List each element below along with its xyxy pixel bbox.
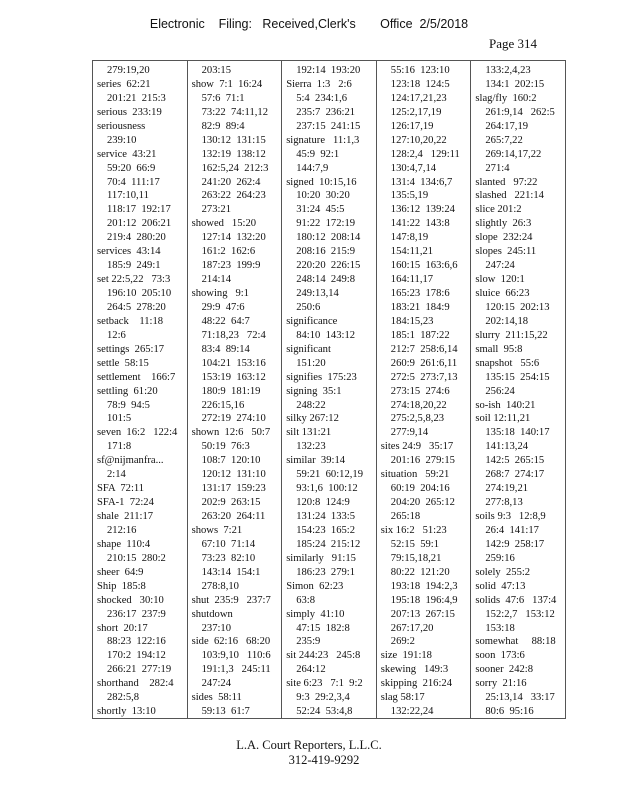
index-page-refs: 248:22 [296, 399, 326, 411]
index-page-refs: 70:4 111:17 [107, 176, 160, 188]
index-page-refs: 80:22 121:20 [390, 566, 450, 578]
index-page-refs: 12:6 [107, 329, 126, 341]
index-page-refs: 82:9 89:4 [201, 120, 245, 132]
index-page-refs: 273:15 274:6 [390, 385, 450, 397]
index-page-refs: 247:24 [201, 678, 232, 690]
index-entry: shown 12:6 50:7 [191, 427, 271, 439]
index-entry: sorry 21:16 [475, 678, 527, 690]
index-page-refs: 131:24 133:5 [296, 511, 356, 522]
index-page-refs: 132:22,24 [390, 706, 434, 718]
index-page-refs: 201:12 206:21 [107, 218, 172, 230]
index-entry: Ship 185:8 [97, 580, 146, 592]
index-page-refs: 59:20 66:9 [107, 162, 156, 174]
index-page-refs: 264:17,19 [485, 120, 529, 132]
page-number: Page 314 [489, 36, 538, 51]
index-column-4 [377, 61, 472, 718]
index-entry: signed 10:15,16 [286, 176, 357, 188]
index-column-5 [471, 61, 565, 718]
index-page-refs: 187:23 199:9 [201, 260, 261, 272]
index-page-refs: 131:17 159:23 [201, 483, 266, 495]
index-page-refs: 127:10,20,22 [390, 134, 447, 146]
index-entry: seriousness [97, 120, 146, 132]
index-page-refs: 52:24 53:4,8 [296, 706, 353, 718]
index-page-refs: 125:2,17,19 [390, 106, 442, 118]
index-page-refs: 154:11,21 [390, 246, 434, 258]
index-page-refs: 162:5,24 212:3 [201, 162, 269, 174]
index-entry: seven 16:2 122:4 [97, 427, 178, 439]
index-page-refs: 171:8 [107, 441, 132, 453]
index-page-refs: 196:10 205:10 [107, 288, 172, 299]
index-page-refs: 256:24 [485, 385, 515, 397]
index-page-refs: 180:9 181:19 [201, 385, 261, 397]
index-page-refs: 266:21 277:19 [107, 664, 172, 676]
index-page-refs: 195:18 196:4,9 [390, 594, 458, 606]
index-entry: shorthand 282:4 [97, 678, 174, 690]
index-entry: soil 12:11,21 [475, 413, 531, 425]
index-page-refs: 235:7 236:21 [296, 106, 356, 118]
index-page-refs: 80:6 95:16 [485, 706, 534, 718]
index-page-refs: 239:10 [107, 134, 137, 146]
index-page-refs: 141:22 143:8 [390, 218, 450, 230]
index-entry: set 22:5,22 73:3 [97, 274, 171, 286]
index-column-2 [188, 61, 283, 718]
index-page-refs: 241:20 262:4 [201, 176, 261, 188]
index-page-refs: 147:8,19 [390, 232, 429, 244]
index-entry: size 191:18 [380, 650, 432, 662]
index-page-refs: 249:13,14 [296, 288, 339, 299]
index-entry: significance [286, 315, 338, 327]
index-page-refs: 126:17,19 [390, 120, 434, 132]
index-page-refs: 71:18,23 72:4 [201, 329, 266, 341]
index-page-refs: 265:18 [390, 511, 421, 522]
index-page-refs: 207:13 267:15 [390, 608, 455, 620]
index-page-refs: 202:14,18 [485, 315, 529, 327]
index-page-refs: 250:6 [296, 301, 321, 313]
index-page-refs: 108:7 120:10 [201, 455, 261, 467]
index-page-refs: 277:8,13 [485, 497, 523, 509]
index-page-refs: 263:20 264:11 [201, 511, 266, 522]
index-page-refs: 201:21 215:3 [107, 92, 166, 104]
index-page-refs: 50:19 76:3 [201, 441, 250, 453]
index-entry: Sierra 1:3 2:6 [286, 78, 352, 90]
index-entry: slope 232:24 [475, 232, 533, 244]
index-page-refs: 79:15,18,21 [390, 552, 442, 564]
index-page-refs: 184:15,23 [390, 315, 434, 327]
index-entry: showed 15:20 [191, 218, 257, 230]
index-entry: sites 24:9 35:17 [380, 441, 454, 453]
word-index-table [92, 60, 566, 719]
index-page-refs: 118:17 192:17 [107, 204, 171, 216]
index-page-refs: 117:10,11 [107, 190, 149, 202]
index-page-refs: 153:19 163:12 [201, 371, 266, 383]
index-page-refs: 120:8 124:9 [296, 497, 350, 509]
index-page-refs: 248:14 249:8 [296, 274, 356, 286]
index-page-refs: 259:16 [485, 552, 515, 564]
index-entry: shows 7:21 [191, 524, 243, 536]
index-page-refs: 91:22 172:19 [296, 218, 356, 230]
index-page-refs: 104:21 153:16 [201, 357, 266, 369]
index-entry: situation 59:21 [380, 469, 450, 481]
index-entry: soon 173:6 [475, 650, 525, 662]
court-reporter-name: L.A. Court Reporters, L.L.C. [236, 738, 382, 752]
index-entry: site 6:23 7:1 9:2 [286, 678, 363, 690]
index-page-refs: 161:2 162:6 [201, 246, 256, 258]
index-entry: silky 267:12 [286, 413, 339, 425]
index-page-refs: 142:5 265:15 [485, 455, 545, 467]
index-page-refs: 192:14 193:20 [296, 65, 361, 76]
index-page-refs: 127:14 132:20 [201, 232, 266, 244]
index-page-refs: 153:18 [485, 622, 515, 634]
index-page-refs: 144:7,9 [296, 162, 329, 174]
index-entry: SFA-1 72:24 [97, 497, 154, 509]
index-page-refs: 274:19,21 [485, 483, 529, 495]
index-entry: services 43:14 [97, 246, 161, 258]
index-entry: shut 235:9 237:7 [191, 594, 271, 606]
index-entry: side 62:16 68:20 [191, 636, 271, 648]
index-entry: slag 58:17 [380, 692, 425, 704]
index-page-refs: 134:1 202:15 [485, 78, 545, 90]
filing-header: Electronic Filing: Received,Clerk's Office 2/5/2018 [149, 17, 469, 31]
index-page-refs: 263:22 264:23 [201, 190, 266, 202]
index-page-refs: 201:16 279:15 [390, 455, 455, 467]
index-entry: skipping 216:24 [380, 678, 452, 690]
index-page-refs: 73:23 82:10 [201, 552, 256, 564]
index-entry: SFA 72:11 [97, 483, 145, 495]
index-page-refs: 133:2,4,23 [485, 65, 531, 76]
index-entry: signifies 175:23 [286, 371, 357, 383]
index-page-refs: 124:17,21,23 [390, 92, 447, 104]
index-entry: sit 244:23 245:8 [286, 650, 361, 662]
index-page-refs: 185:24 215:12 [296, 538, 361, 550]
index-entry: significant [286, 343, 331, 355]
index-page-refs: 29:9 47:6 [201, 301, 245, 313]
index-page-refs: 264:5 278:20 [107, 301, 166, 313]
index-page-refs: 103:9,10 110:6 [201, 650, 271, 662]
index-page-refs: 278:8,10 [201, 580, 239, 592]
index-page-refs: 180:12 208:14 [296, 232, 361, 244]
index-page-refs: 214:14 [201, 274, 232, 286]
index-page-refs: 141:13,24 [485, 441, 529, 453]
index-page-refs: 272:5 273:7,13 [390, 371, 458, 383]
index-page-refs: 247:24 [485, 260, 515, 272]
index-entry: shape 110:4 [97, 538, 151, 550]
index-entry: solid 47:13 [475, 580, 526, 592]
index-entry: shale 211:17 [97, 511, 154, 522]
index-page-refs: 55:16 123:10 [390, 65, 450, 76]
index-page-refs: 59:13 61:7 [201, 706, 250, 718]
index-page-refs: 52:15 59:1 [390, 538, 440, 550]
court-reporter-phone: 312-419-9292 [288, 753, 360, 767]
index-page-refs: 235:9 [296, 636, 321, 648]
index-entry: solids 47:6 137:4 [475, 594, 557, 606]
index-page-refs: 164:11,17 [390, 274, 434, 286]
index-entry: showing 9:1 [191, 288, 249, 299]
index-page-refs: 136:12 139:24 [390, 204, 455, 216]
index-entry: series 62:21 [97, 78, 151, 90]
index-page-refs: 273:21 [201, 204, 232, 216]
index-page-refs: 143:14 154:1 [201, 566, 261, 578]
index-entry: signing 35:1 [286, 385, 342, 397]
index-page-refs: 237:15 241:15 [296, 120, 361, 132]
index-page-refs: 185:1 187:22 [390, 329, 450, 341]
index-page-refs: 212:16 [107, 524, 137, 536]
index-entry: soils 9:3 12:8,9 [475, 511, 546, 522]
index-entry: somewhat 88:18 [475, 636, 556, 648]
index-page-refs: 226:15,16 [201, 399, 245, 411]
index-page-refs: 9:3 29:2,3,4 [296, 692, 350, 704]
index-page-refs: 260:9 261:6,11 [390, 357, 458, 369]
index-entry: sf@nijmanfra... [97, 455, 164, 467]
index-entry: slurry 211:15,22 [475, 329, 548, 341]
index-page-refs: 93:1,6 100:12 [296, 483, 358, 495]
index-page-refs: 261:9,14 262:5 [485, 106, 555, 118]
index-entry: slow 120:1 [475, 274, 525, 286]
index-page-refs: 185:9 249:1 [107, 260, 161, 272]
index-page-refs: 237:10 [201, 622, 232, 634]
index-page-refs: 63:8 [296, 594, 316, 606]
index-page-refs: 186:23 279:1 [296, 566, 356, 578]
index-page-refs: 5:4 234:1,6 [296, 92, 348, 104]
index-entry: so-ish 140:21 [475, 399, 536, 411]
index-page-refs: 60:19 204:16 [390, 483, 450, 495]
index-page-refs: 204:20 265:12 [390, 497, 455, 509]
index-page-refs: 165:23 178:6 [390, 288, 450, 299]
index-entry: settings 265:17 [97, 343, 165, 355]
index-entry: snapshot 55:6 [475, 357, 540, 369]
index-page-refs: 208:16 215:9 [296, 246, 356, 258]
index-page-refs: 275:2,5,8,23 [390, 413, 445, 425]
index-page-refs: 128:2,4 129:11 [390, 148, 460, 160]
index-page-refs: 135:5,19 [390, 190, 429, 202]
index-page-refs: 282:5,8 [107, 692, 140, 704]
index-page-refs: 277:9,14 [390, 427, 429, 439]
index-entry: slanted 97:22 [475, 176, 538, 188]
index-page-refs: 210:15 280:2 [107, 552, 166, 564]
index-page-refs: 10:20 30:20 [296, 190, 350, 202]
index-entry: shortly 13:10 [97, 706, 156, 718]
index-entry: service 43:21 [97, 148, 157, 160]
index-column-3 [282, 61, 377, 718]
index-page-refs: 220:20 226:15 [296, 260, 361, 272]
index-entry: slice 201:2 [475, 204, 522, 216]
index-page-refs: 48:22 64:7 [201, 315, 250, 327]
index-page-refs: 101:5 [107, 413, 132, 425]
index-page-refs: 154:23 165:2 [296, 524, 356, 536]
index-entry: silt 131:21 [286, 427, 332, 439]
index-page-refs: 269:14,17,22 [485, 148, 542, 160]
index-page-refs: 131:4 134:6,7 [390, 176, 453, 188]
index-page-refs: 67:10 71:14 [201, 538, 256, 550]
index-entry: six 16:2 51:23 [380, 524, 447, 536]
index-entry: simply 41:10 [286, 608, 345, 620]
index-page-refs: 274:18,20,22 [390, 399, 447, 411]
index-entry: sooner 242:8 [475, 664, 534, 676]
index-entry: settlement 166:7 [97, 371, 176, 383]
index-entry: signature 11:1,3 [286, 134, 360, 146]
index-entry: slag/fly 160:2 [475, 92, 537, 104]
index-page-refs: 219:4 280:20 [107, 232, 166, 244]
index-page-refs: 268:7 274:17 [485, 469, 545, 481]
index-page-refs: 160:15 163:6,6 [390, 260, 458, 272]
index-page-refs: 132:19 138:12 [201, 148, 266, 160]
index-entry: serious 233:19 [97, 106, 162, 118]
index-page-refs: 279:19,20 [107, 65, 150, 76]
index-page-refs: 193:18 194:2,3 [390, 580, 458, 592]
index-page-refs: 142:9 258:17 [485, 538, 545, 550]
index-page-refs: 152:2,7 153:12 [485, 608, 555, 620]
index-page-refs: 120:12 131:10 [201, 469, 266, 481]
index-entry: show 7:1 16:24 [191, 78, 263, 90]
index-entry: slashed 221:14 [475, 190, 544, 202]
index-page-refs: 264:12 [296, 664, 326, 676]
index-page-refs: 271:4 [485, 162, 510, 174]
index-page-refs: 59:21 60:12,19 [296, 469, 363, 481]
index-page-refs: 78:9 94:5 [107, 399, 150, 411]
index-page-refs: 212:7 258:6,14 [390, 343, 458, 355]
index-page-refs: 191:1,3 245:11 [201, 664, 271, 676]
index-page-refs: 130:4,7,14 [390, 162, 437, 174]
index-page-refs: 269:2 [390, 636, 415, 648]
index-page-refs: 151:20 [296, 357, 326, 369]
index-entry: shocked 30:10 [97, 594, 164, 606]
index-page-refs: 57:6 71:1 [201, 92, 245, 104]
index-entry: similar 39:14 [286, 455, 346, 467]
index-entry: slightly 26:3 [475, 218, 532, 230]
index-entry: sluice 66:23 [475, 288, 530, 299]
index-entry: settle 58:15 [97, 357, 149, 369]
index-page-refs: 25:13,14 33:17 [485, 692, 555, 704]
index-page-refs: 135:18 140:17 [485, 427, 550, 439]
index-entry: setback 11:18 [97, 315, 164, 327]
index-page-refs: 84:10 143:12 [296, 329, 356, 341]
index-entry: short 20:17 [97, 622, 148, 634]
index-page-refs: 88:23 122:16 [107, 636, 166, 648]
index-page-refs: 202:9 263:15 [201, 497, 261, 509]
index-entry: shutdown [191, 608, 233, 620]
index-page-refs: 135:15 254:15 [485, 371, 550, 383]
index-page-refs: 203:15 [201, 65, 232, 76]
index-entry: settling 61:20 [97, 385, 158, 397]
index-page-refs: 2:14 [107, 469, 126, 481]
index-entry: small 95:8 [475, 343, 523, 355]
index-entry: slopes 245:11 [475, 246, 537, 258]
index-page-refs: 183:21 184:9 [390, 301, 450, 313]
index-page-refs: 120:15 202:13 [485, 301, 550, 313]
index-page-refs: 123:18 124:5 [390, 78, 450, 90]
index-page-refs: 47:15 182:8 [296, 622, 350, 634]
index-page-refs: 26:4 141:17 [485, 524, 539, 536]
index-entry: sides 58:11 [191, 692, 242, 704]
index-page-refs: 272:19 274:10 [201, 413, 266, 425]
index-page-refs: 130:12 131:15 [201, 134, 266, 146]
index-entry: solely 255:2 [475, 566, 531, 578]
index-entry: sheer 64:9 [97, 566, 144, 578]
index-page-refs: 31:24 45:5 [296, 204, 345, 216]
index-page-refs: 132:23 [296, 441, 326, 453]
index-page-refs: 83:4 89:14 [201, 343, 250, 355]
index-entry: similarly 91:15 [286, 552, 356, 564]
index-page-refs: 45:9 92:1 [296, 148, 340, 160]
index-page-refs: 170:2 194:12 [107, 650, 166, 662]
index-page-refs: 267:17,20 [390, 622, 434, 634]
index-page-refs: 236:17 237:9 [107, 608, 166, 620]
index-page-refs: 73:22 74:11,12 [201, 106, 269, 118]
index-entry: skewing 149:3 [380, 664, 449, 676]
index-page-refs: 265:7,22 [485, 134, 523, 146]
index-column-1 [93, 61, 188, 718]
index-entry: Simon 62:23 [286, 580, 344, 592]
